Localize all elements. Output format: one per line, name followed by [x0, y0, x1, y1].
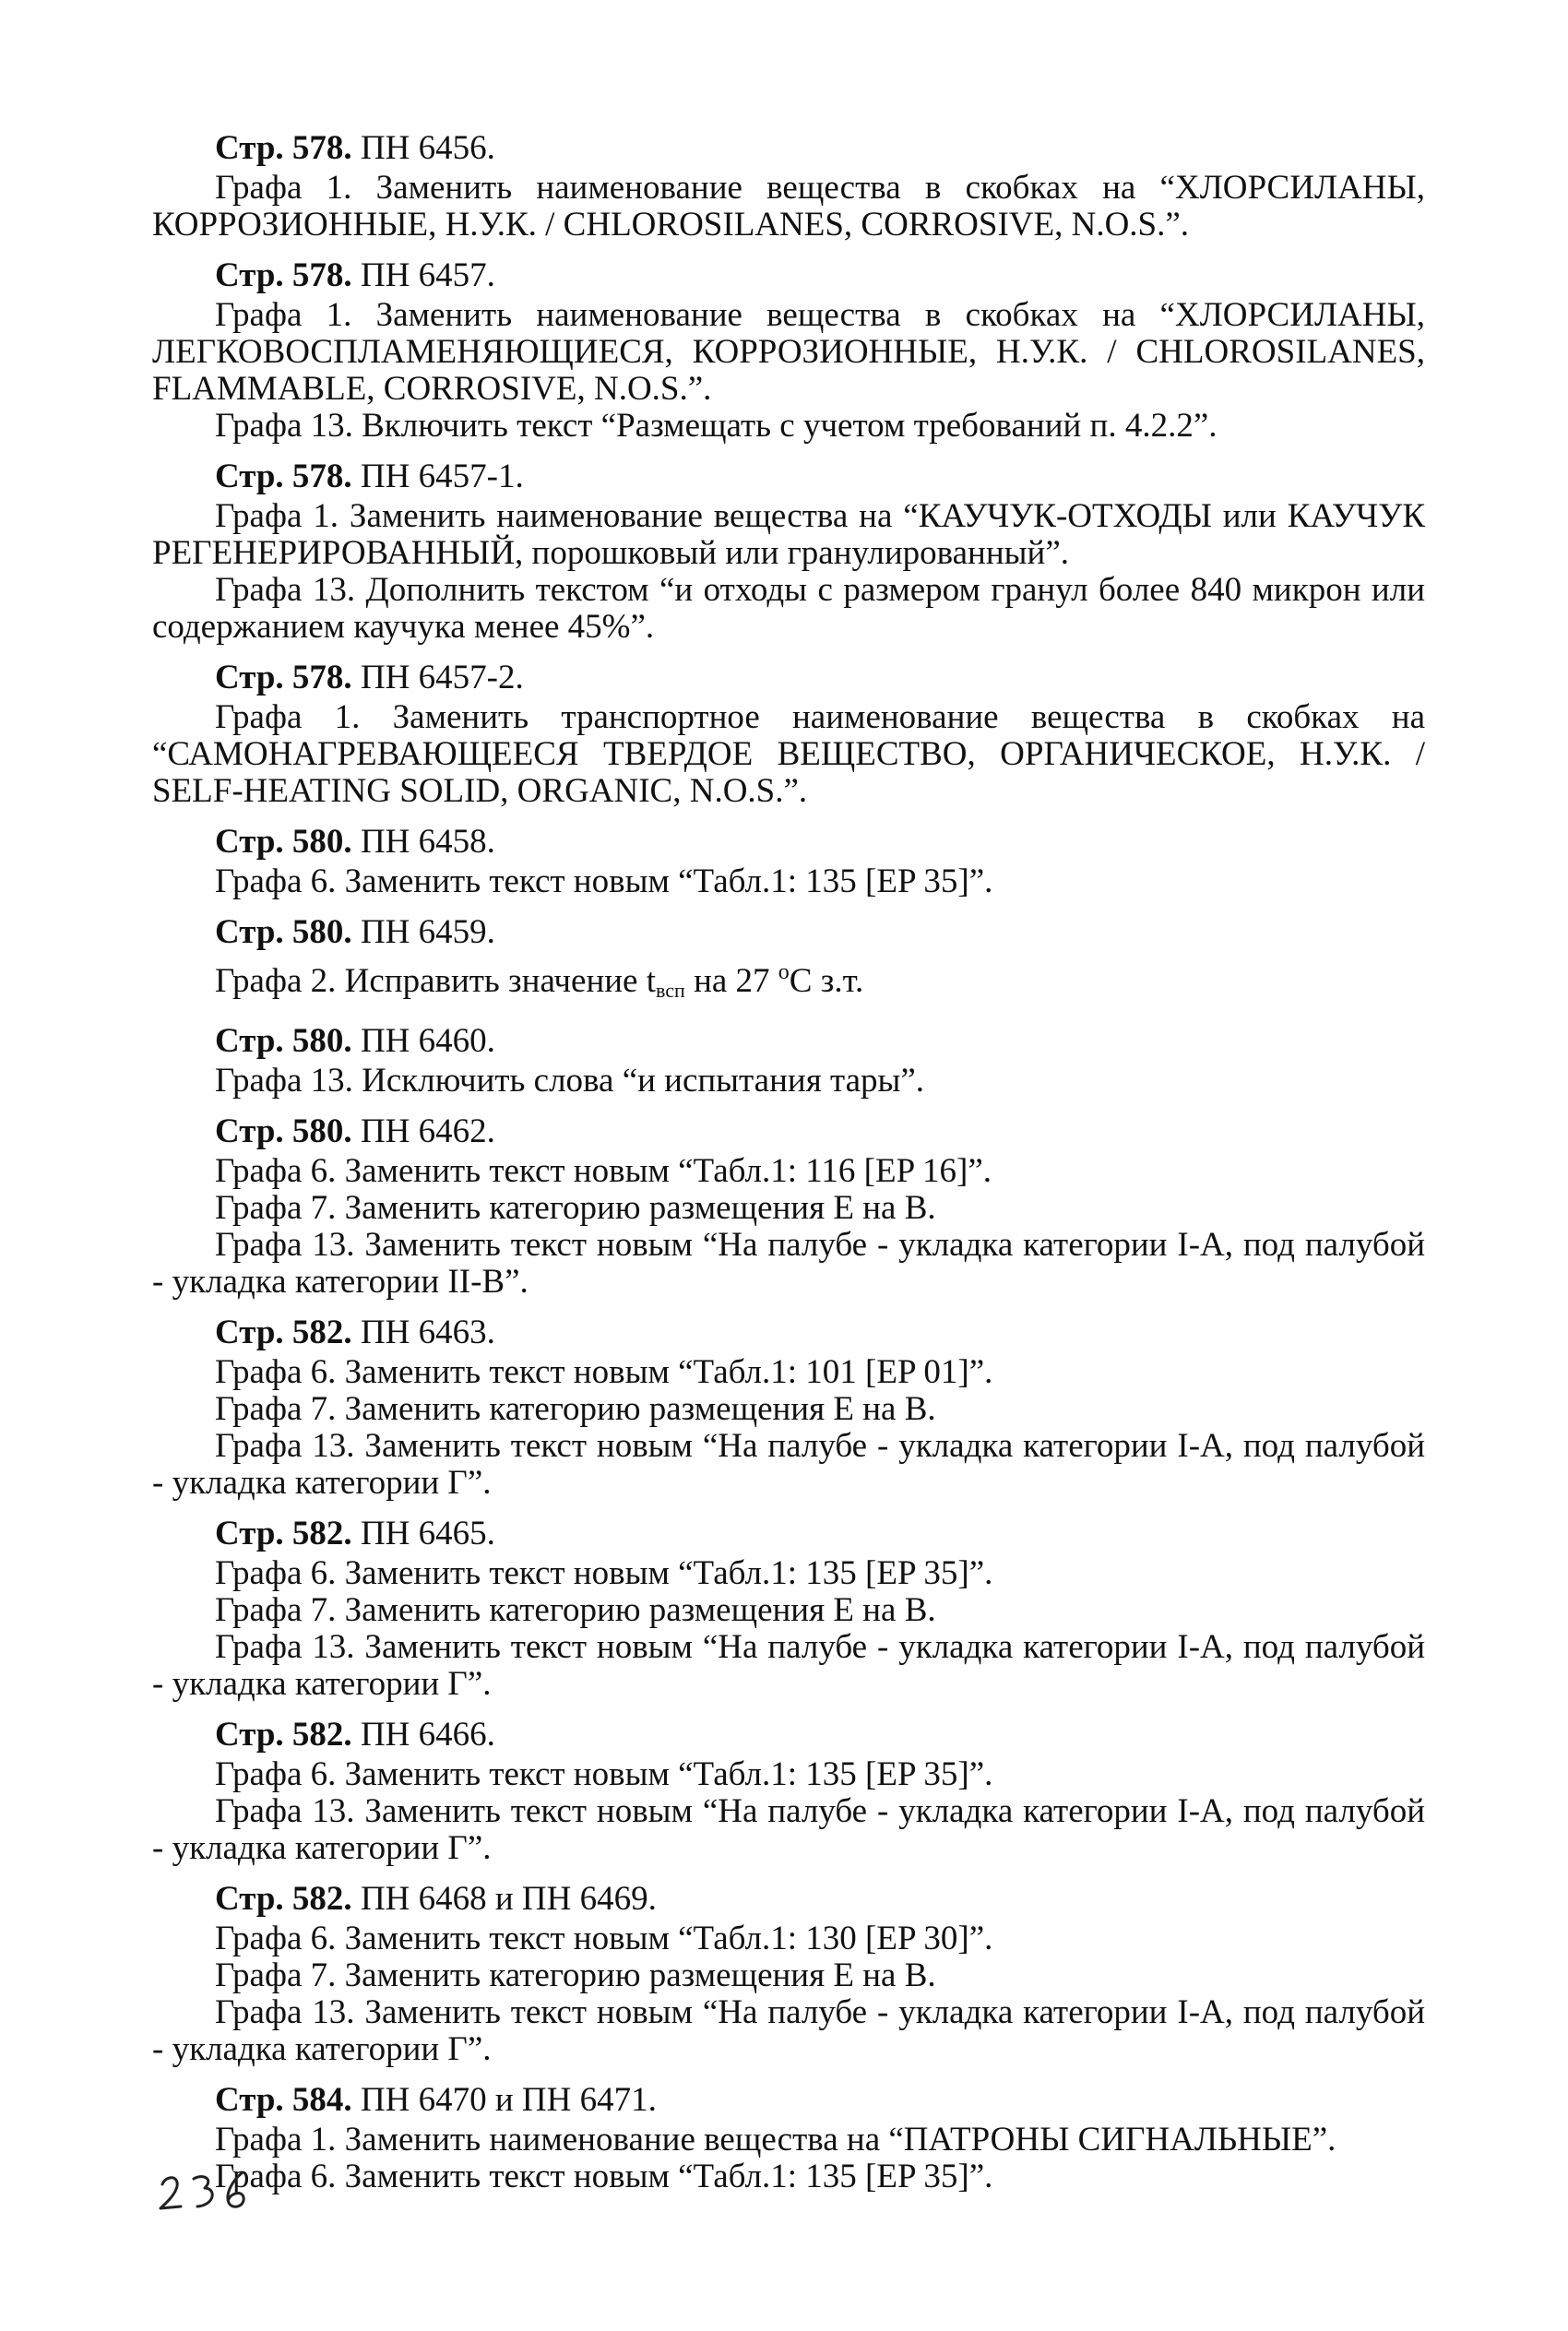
instruction-line: Графа 1. Заменить наименование вещества в скобках на “ХЛОРСИЛАНЫ, КОРРОЗИОННЫЕ, Н.У.К. / CHLOROSILANES, CORROSIVE, N.O.S.”. — [152, 169, 1425, 244]
page-ref: Стр. 580. — [215, 1022, 352, 1060]
pn-ref: ПН 6457. — [351, 256, 495, 294]
page-ref: Стр. 580. — [215, 1112, 352, 1150]
instruction-line: Графа 13. Заменить текст новым “На палубе - укладка категории I-А, под палубой - укладка категории Г”. — [152, 1993, 1425, 2068]
instruction-line: Графа 13. Заменить текст новым “На палубе - укладка категории I-А, под палубой - укладка категории Г”. — [152, 1628, 1425, 1703]
pn-ref: ПН 6460. — [351, 1022, 495, 1060]
instruction-line: Графа 6. Заменить текст новым “Табл.1: 135 [EP 35]”. — [215, 1755, 993, 1793]
entry-heading — [152, 1111, 1425, 1153]
entry-p582-pn6466 — [152, 1714, 1425, 1867]
pn-ref: ПН 6457-2. — [351, 659, 524, 696]
instruction-line — [152, 954, 1425, 1009]
entry-p578-pn6457-2 — [152, 657, 1425, 810]
flash-subscript: всп — [656, 979, 685, 1002]
entry-heading — [152, 657, 1425, 699]
page-ref: Стр. 578. — [215, 458, 352, 495]
entry-heading — [152, 911, 1425, 954]
instruction-line: Графа 1. Заменить наименование вещества в скобках на “ХЛОРСИЛАНЫ, ЛЕГКОВОСПЛАМЕНЯЮЩИЕСЯ, КОРРОЗИОННЫЕ, Н.У.К. / CHLOROSILANES, FLAMMABLE, CORROSIVE, N.O.S.”. — [152, 296, 1425, 408]
pn-ref: ПН 6462. — [351, 1112, 495, 1150]
instruction-line: Графа 1. Заменить наименование вещества на “ПАТРОНЫ СИГНАЛЬНЫЕ”. — [215, 2121, 1336, 2159]
page-ref: Стр. 582. — [215, 1515, 352, 1552]
entry-p582-pn6463 — [152, 1312, 1425, 1502]
instruction-line: Графа 13. Исключить слова “и испытания тары”. — [215, 1062, 925, 1100]
entry-heading — [152, 127, 1425, 170]
instruction-line: Графа 6. Заменить текст новым “Табл.1: 130 [EP 30]”. — [215, 1920, 993, 1957]
instruction-line: Графа 1. Заменить транспортное наименование вещества в скобках на “САМОНАГРЕВАЮЩЕЕСЯ ТВЕРДОЕ ВЕЩЕСТВО, ОРГАНИЧЕСКОЕ, Н.У.К. / SELF-HEATING SOLID, ORGANIC, N.O.S.”. — [152, 698, 1425, 810]
flash-text-middle: на 27 — [684, 962, 778, 1000]
page-ref: Стр. 580. — [215, 823, 352, 861]
instruction-line: Графа 7. Заменить категорию размещения Е на В. — [215, 1189, 936, 1227]
instruction-line: Графа 13. Заменить текст новым “На палубе - укладка категории I-А, под палубой - укладка категории Г”. — [152, 1792, 1425, 1867]
entry-heading — [152, 456, 1425, 498]
instruction-line: Графа 6. Заменить текст новым “Табл.1: 135 [EP 35]”. — [215, 2158, 993, 2195]
instruction-line: Графа 6. Заменить текст новым “Табл.1: 135 [EP 35]”. — [215, 862, 993, 900]
pn-ref: ПН 6456. — [351, 129, 495, 167]
pn-ref: ПН 6458. — [351, 823, 495, 861]
entry-heading — [152, 255, 1425, 297]
entry-heading — [152, 1513, 1425, 1555]
page-ref: Стр. 578. — [215, 256, 352, 294]
entry-heading — [152, 821, 1425, 863]
page-ref: Стр. 584. — [215, 2081, 352, 2119]
pn-ref: ПН 6465. — [351, 1515, 495, 1552]
document-page — [152, 127, 1425, 2206]
entry-p582-pn6465 — [152, 1513, 1425, 1703]
handwritten-page-number — [157, 2168, 258, 2214]
flash-text-after: C з.т. — [789, 962, 864, 1000]
pn-ref: ПН 6466. — [351, 1716, 495, 1754]
instruction-line: Графа 7. Заменить категорию размещения Е на В. — [215, 1390, 936, 1428]
instruction-line: Графа 13. Заменить текст новым “На палубе - укладка категории I-А, под палубой - укладка категории II-В”. — [152, 1226, 1425, 1301]
entry-p578-pn6457-1 — [152, 456, 1425, 646]
pn-ref: ПН 6463. — [351, 1314, 495, 1351]
entry-heading — [152, 1312, 1425, 1354]
pn-ref: ПН 6470 и ПН 6471. — [351, 2081, 657, 2119]
entry-heading — [152, 1714, 1425, 1756]
entry-p580-pn6459 — [152, 911, 1425, 1009]
instruction-line: Графа 6. Заменить текст новым “Табл.1: 116 [EP 16]”. — [215, 1152, 992, 1190]
page-ref: Стр. 582. — [215, 1716, 352, 1754]
page-ref: Стр. 582. — [215, 1314, 352, 1351]
entry-p582-pn6468-6469 — [152, 1878, 1425, 2068]
handwritten-page-number-glyphs — [157, 2168, 258, 2214]
pn-ref: ПН 6468 и ПН 6469. — [351, 1880, 657, 1918]
instruction-line: Графа 13. Включить текст “Размещать с учетом требований п. 4.2.2”. — [215, 407, 1218, 445]
entry-p578-pn6456 — [152, 127, 1425, 244]
instruction-line: Графа 13. Заменить текст новым “На палубе - укладка категории I-А, под палубой - укладка категории Г”. — [152, 1427, 1425, 1502]
instruction-line: Графа 1. Заменить наименование вещества на “КАУЧУК-ОТХОДЫ или КАУЧУК РЕГЕНЕРИРОВАННЫЙ, порошковый или гранулированный”. — [152, 497, 1425, 572]
instruction-line: Графа 6. Заменить текст новым “Табл.1: 135 [EP 35]”. — [215, 1554, 993, 1592]
instruction-line: Графа 7. Заменить категорию размещения Е на В. — [215, 1956, 936, 1994]
page-ref: Стр. 578. — [215, 659, 352, 696]
entry-heading — [152, 1878, 1425, 1921]
flash-text-before: Графа 2. Исправить значение t — [215, 962, 657, 1000]
page-ref: Стр. 580. — [215, 913, 352, 951]
entry-heading — [152, 2079, 1425, 2122]
instruction-line: Графа 7. Заменить категорию размещения Е на В. — [215, 1591, 936, 1629]
instruction-line: Графа 13. Дополнить текстом “и отходы с размером гранул более 840 микрон или содержанием каучука менее 45%”. — [152, 571, 1425, 646]
instruction-line: Графа 6. Заменить текст новым “Табл.1: 101 [EP 01]”. — [215, 1353, 993, 1391]
entry-p580-pn6460 — [152, 1020, 1425, 1100]
entry-heading — [152, 1020, 1425, 1063]
page-ref: Стр. 578. — [215, 129, 352, 167]
pn-ref: ПН 6457-1. — [351, 458, 524, 495]
degree-superscript: o — [778, 960, 790, 984]
page-ref: Стр. 582. — [215, 1880, 352, 1918]
entry-p580-pn6458 — [152, 821, 1425, 900]
entry-p580-pn6462 — [152, 1111, 1425, 1301]
pn-ref: ПН 6459. — [351, 913, 495, 951]
entry-p578-pn6457 — [152, 255, 1425, 445]
entry-p584-pn6470-6471 — [152, 2079, 1425, 2195]
